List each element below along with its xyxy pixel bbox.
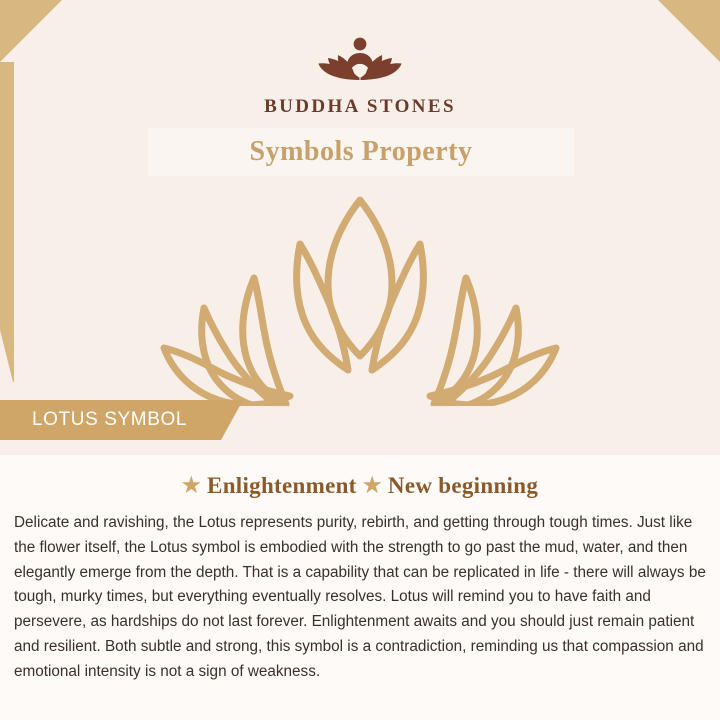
ribbon-tail <box>221 400 243 440</box>
brand-logo <box>0 22 720 118</box>
lotus-meditation-figure-icon <box>275 22 445 94</box>
lotus-flower-illustration <box>150 186 570 406</box>
lotus-symbol-ribbon <box>0 400 221 440</box>
star-icon-right: ★ <box>362 473 382 497</box>
brand-name: BUDDHA STONES <box>264 96 456 117</box>
title-banner <box>148 128 574 176</box>
headline-part-1: Enlightenment <box>207 473 357 498</box>
page-title: Symbols Property <box>249 136 473 167</box>
ribbon-label: LOTUS SYMBOL <box>32 409 188 430</box>
headline <box>0 473 720 499</box>
lotus-illustration <box>0 186 720 411</box>
headline-part-2: New beginning <box>387 473 539 498</box>
description-paragraph: Delicate and ravishing, the Lotus represents purity, rebirth, and getting through tough times. Just like the flower itself, the Lotus symbol is embodied with the strength to go past the mud, water, and then elegantly emerge from the depth. That is a capability that can be replicated in life - there will always be tough, murky times, but everything eventually resolves. Lotus will remind you to have faith and persevere, as hardships do not last forever. Enlightenment awaits and you should just remain patient and resilient. Both subtle and strong, this symbol is a contradiction, reminding us that compassion and emotional intensity is not a sign of weakness. <box>14 514 706 680</box>
description-panel <box>0 455 720 720</box>
star-icon-left: ★ <box>181 473 201 497</box>
